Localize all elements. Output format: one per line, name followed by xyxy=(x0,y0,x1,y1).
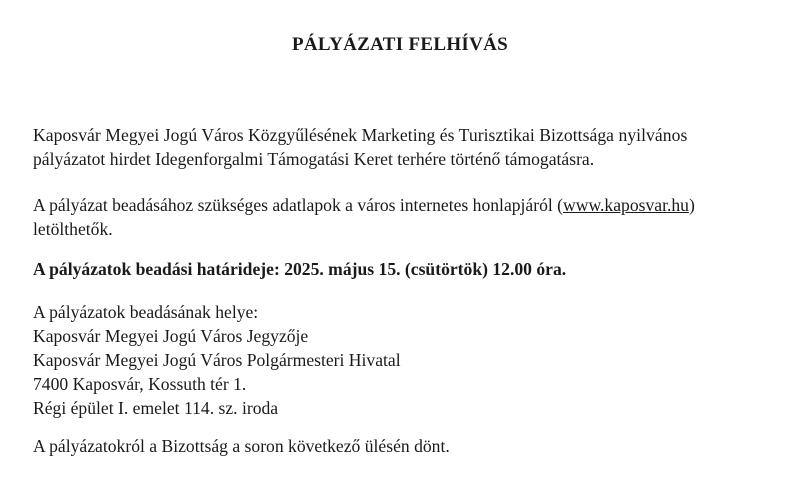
forms-text-end: ) xyxy=(688,195,695,215)
intro-line-2: pályázatot hirdet Idegenforgalmi Támogatási Keret terhére történő támogatásra. xyxy=(33,149,595,169)
location-line-4: Régi épület I. emelet 114. sz. iroda xyxy=(33,398,279,418)
website-link[interactable]: www.kaposvar.hu xyxy=(563,195,689,215)
location-line-1: Kaposvár Megyei Jogú Város Jegyzője xyxy=(33,326,309,346)
intro-paragraph xyxy=(33,123,687,171)
location-paragraph xyxy=(33,300,401,420)
location-line-3: 7400 Kaposvár, Kossuth tér 1. xyxy=(33,374,247,394)
page-title: PÁLYÁZATI FELHÍVÁS xyxy=(291,34,509,55)
location-heading: A pályázatok beadásának helye: xyxy=(33,302,259,322)
forms-line-1 xyxy=(33,193,695,217)
forms-paragraph xyxy=(33,193,695,241)
intro-line-1: Kaposvár Megyei Jogú Város Közgyűlésének Marketing és Turisztikai Bizottsága nyilvános xyxy=(33,125,688,145)
decision-paragraph: A pályázatokról a Bizottság a soron következő ülésén dönt. xyxy=(33,436,450,456)
deadline-paragraph: A pályázatok beadási határideje: 2025. május 15. (csütörtök) 12.00 óra. xyxy=(33,259,567,279)
forms-text: A pályázat beadásához szükséges adatlapok a város internetes honlapjáról ( xyxy=(33,195,564,215)
location-line-2: Kaposvár Megyei Jogú Város Polgármesteri Hivatal xyxy=(33,350,401,370)
forms-line-2: letölthetők. xyxy=(33,219,113,239)
